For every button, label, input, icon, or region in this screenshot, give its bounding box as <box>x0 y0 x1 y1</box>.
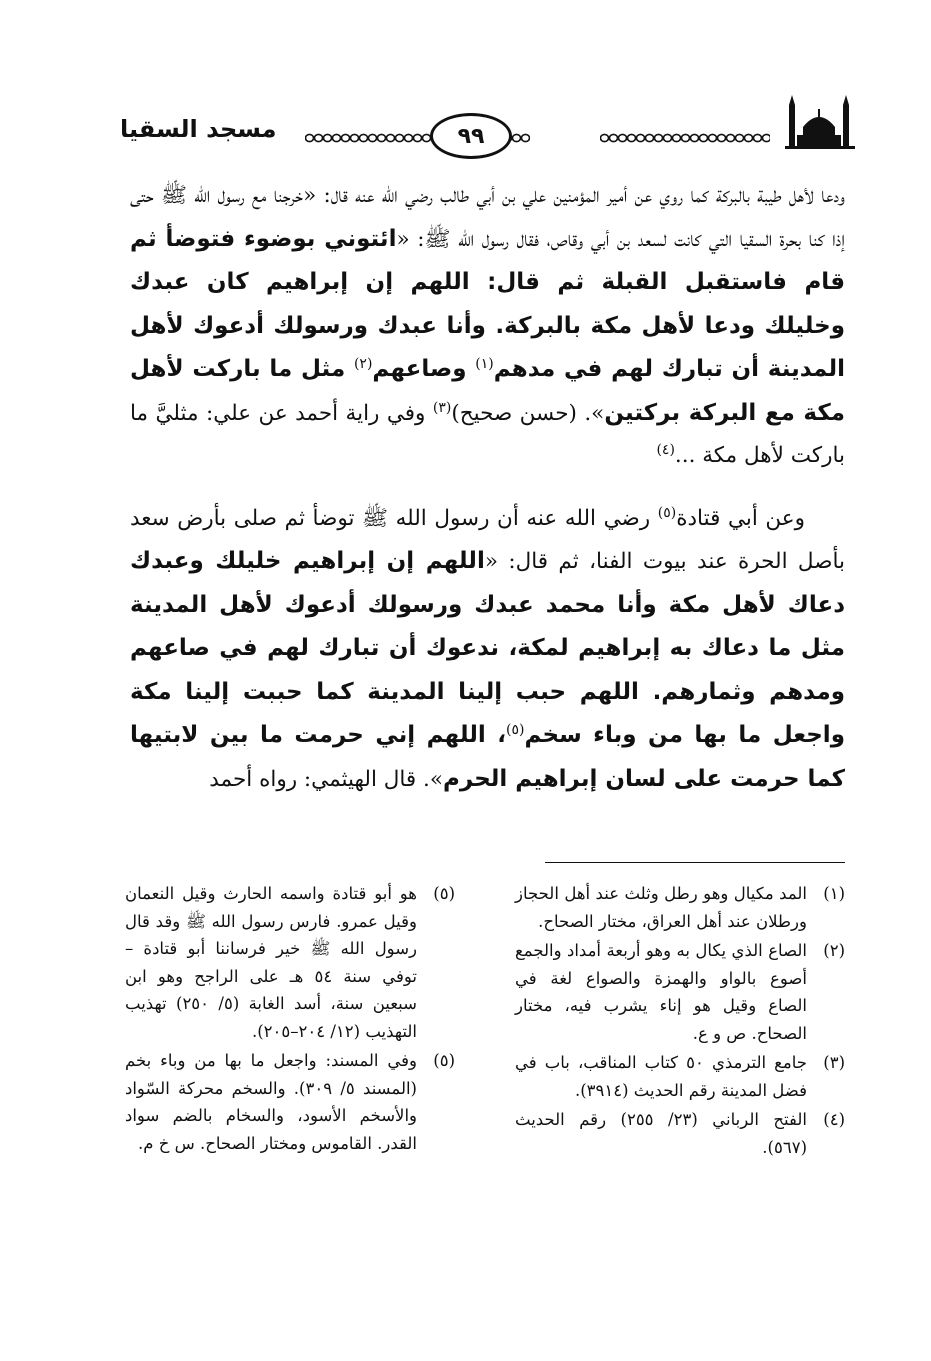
footnote-number: (١) <box>823 884 845 903</box>
footnote-ref-2[interactable]: (٢) <box>353 355 373 372</box>
footnote-item <box>125 1047 455 1157</box>
header-chain-ornament-right <box>600 133 770 143</box>
footnote-ref-5b[interactable]: (٥) <box>506 721 525 738</box>
footnote-number: (٥) <box>433 1051 455 1070</box>
text-run: رضي الله عنه أن رسول الله ﷺ توضأ ثم صلى بأرض سعد بأصل الحرة عند بيوت الفنا، ثم قال: « <box>130 505 845 574</box>
footnote-ref-1[interactable]: (١) <box>475 355 494 372</box>
footnote-item <box>515 1049 845 1104</box>
text-run: ودعا لأهل طيبة بالبركة كما روي عن أمير المؤمنين علي بن أبي طالب رضي الله عنه قال: «خرجنا مع رسول الله ﷺ حتى إذا كنا بحرة السقيا التي كانت لسعد بن أبي وقاص، فقال رسول الله ﷺ: « <box>130 183 845 252</box>
text-run: وفي راية أحمد عن علي: مثليَّ ما باركت لأهل مكة ... <box>130 400 845 468</box>
page-number: ٩٩ <box>430 113 512 159</box>
hadith-text: وصاعهم <box>372 356 476 382</box>
footnotes-column-left <box>125 880 455 1159</box>
footnote-text: هو أبو قتادة واسمه الحارث وقيل النعمان وقيل عمرو. فارس رسول الله ﷺ وقد قال رسول الله ﷺ خير فرساننا أبو قتادة – توفي سنة ٥٤ هـ على الراجح وهو ابن سبعين سنة، أسد الغابة (٥/ ٢٥٠) تهذيب التهذيب (١٢/ ٢٠٤–٢٠٥). <box>125 884 417 1041</box>
mosque-icon <box>785 95 855 150</box>
footnotes-column-right <box>515 880 845 1163</box>
footnote-number: (٤) <box>823 1110 845 1129</box>
footnote-ref-3[interactable]: (٣) <box>432 399 452 416</box>
footnote-text: الفتح الرباني (٢٣/ ٢٥٥) رقم الحديث (٥٦٧). <box>515 1110 807 1157</box>
text-run: ». (حسن صحيح) <box>451 400 605 426</box>
hadith-text: ائتوني بوضوء فتوضأ ثم قام فاستقبل القبلة ثم قال: اللهم إن إبراهيم كان عبدك وخليلك ودعا لأهل مكة بالبركة. وأنا عبدك ورسولك أدعوك لأهل المدينة أن تبارك لهم في مدهم <box>130 225 845 382</box>
running-title: مسجد السقيا <box>120 115 277 143</box>
footnote-separator <box>545 862 845 863</box>
page-header <box>90 95 850 165</box>
paragraph-2 <box>130 498 845 802</box>
hadith-text: ، اللهم إني حرمت ما بين لابتيها كما حرمت على لسان إبراهيم الحرم <box>130 722 845 792</box>
main-text <box>130 175 845 801</box>
footnote-ref-5[interactable]: (٥) <box>657 504 677 521</box>
paragraph-1 <box>130 175 845 478</box>
footnote-item <box>515 880 845 935</box>
footnote-text: الصاع الذي يكال به وهو أربعة أمداد والجمع أصوع بالواو والهمزة والصواع لغة في الصاع وقيل هو إناء يشرب فيه، مختار الصحاح. ص و ع. <box>515 941 807 1043</box>
footnote-ref-4[interactable]: (٤) <box>656 441 675 458</box>
footnote-text: وفي المسند: واجعل ما بها من وباء بخم (المسند ٥/ ٣٠٩). والسخم محركة السّواد والأسخم الأسود، والسخام بالضم سواد القدر. القاموس ومختار الصحاح. س خ م. <box>125 1051 417 1153</box>
text-run: وعن أبي قتادة <box>676 505 805 531</box>
footnote-number: (٥) <box>433 884 455 903</box>
footnote-text: جامع الترمذي ٥٠ كتاب المناقب، باب في فضل المدينة رقم الحديث (٣٩١٤). <box>515 1053 807 1100</box>
hadith-text: اللهم إن إبراهيم خليلك وعبدك دعاك لأهل مكة وأنا محمد عبدك ورسولك أدعوك لأهل المدينة مثل ما دعاك به إبراهيم لمكة، ندعوك أن تبارك لهم في صاعهم ومدهم وثمارهم. اللهم حبب إلينا المدينة كما حببت إلينا مكة واجعل ما بها من وباء سخم <box>130 548 845 748</box>
footnote-number: (٣) <box>823 1053 845 1072</box>
text-run: ». قال الهيثمي: رواه أحمد <box>209 766 444 792</box>
footnote-text: المد مكيال وهو رطل وثلث عند أهل الحجاز ورطلان عند أهل العراق، مختار الصحاح. <box>515 884 807 931</box>
footnote-item <box>515 1106 845 1161</box>
footnote-item <box>515 937 845 1047</box>
hadith-text: مثل ما باركت لأهل مكة مع البركة بركتين <box>130 356 845 426</box>
footnote-item <box>125 880 455 1045</box>
footnote-number: (٢) <box>823 941 845 960</box>
